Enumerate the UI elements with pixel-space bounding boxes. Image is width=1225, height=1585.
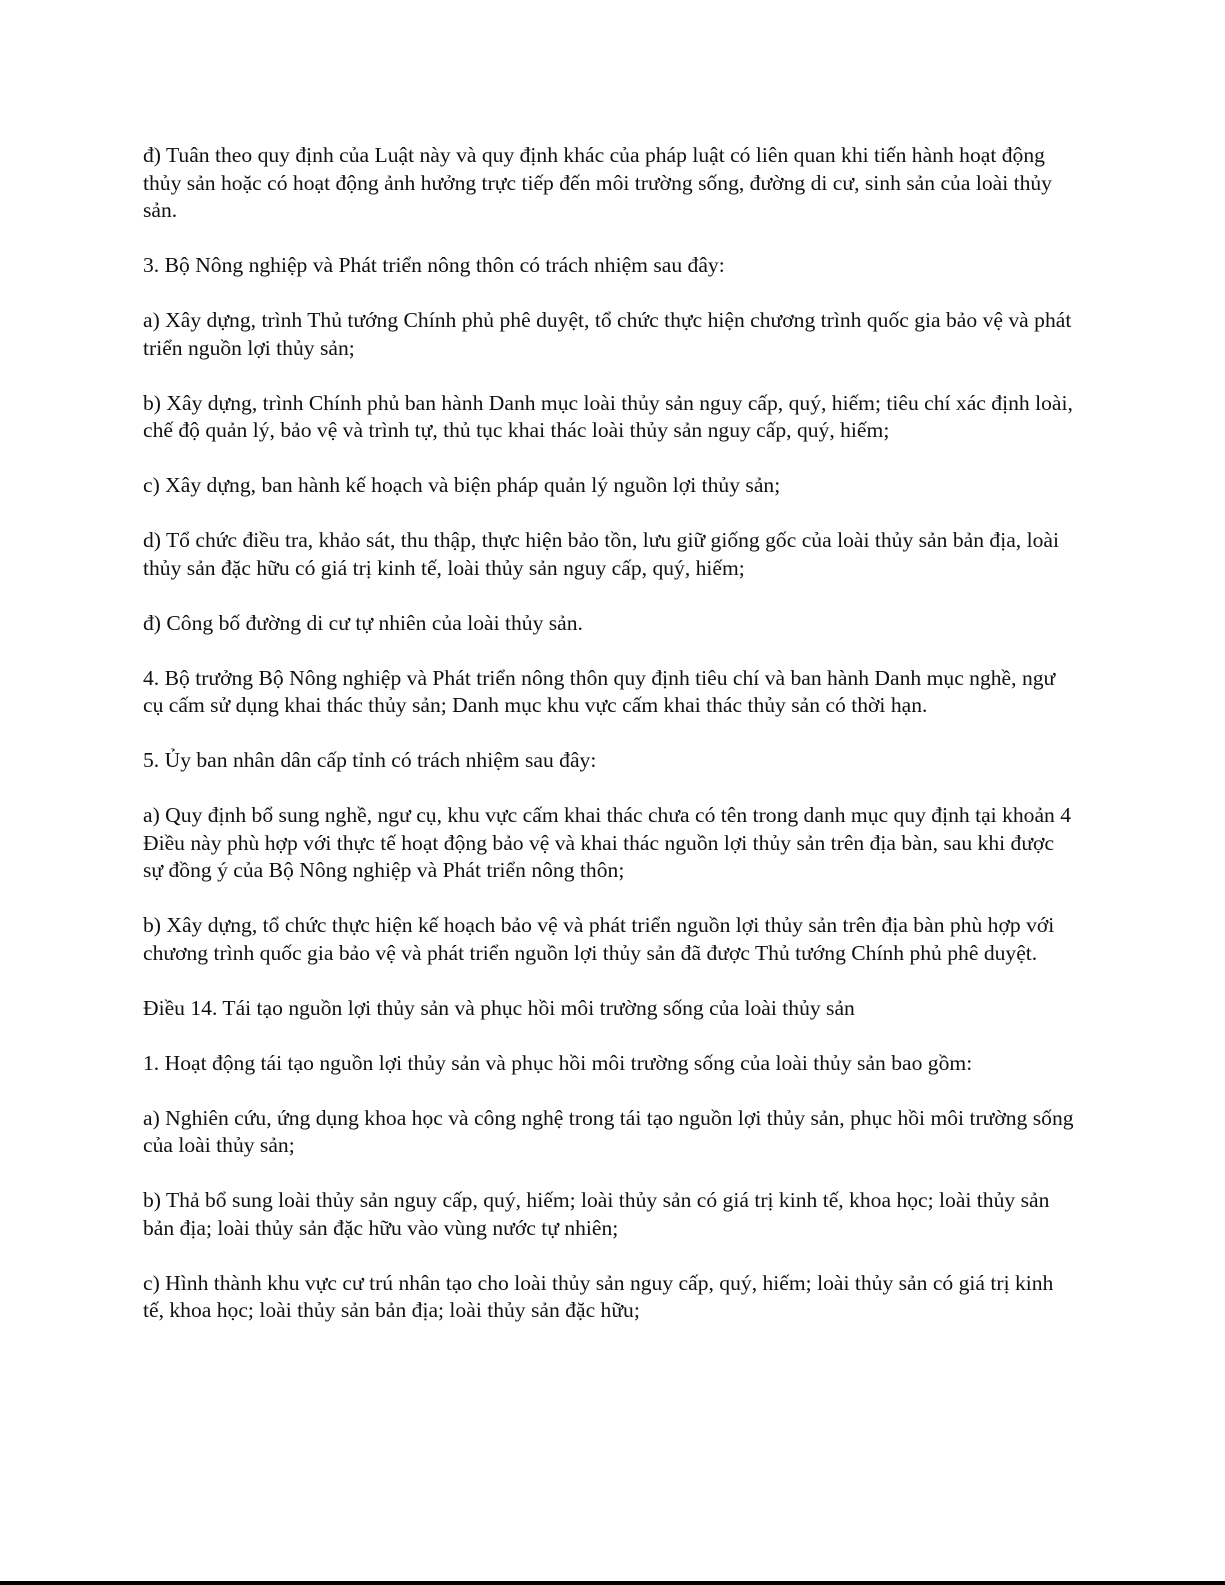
article-14-heading: Điều 14. Tái tạo nguồn lợi thủy sản và phục hồi môi trường sống của loài thủy sản <box>143 995 855 1020</box>
document-body <box>143 142 1078 1352</box>
paragraph-clause-4: 4. Bộ trưởng Bộ Nông nghiệp và Phát triển nông thôn quy định tiêu chí và ban hành Danh mục nghề, ngư cụ cấm sử dụng khai thác thủy sản; Danh mục khu vực cấm khai thác thủy sản có thời hạn. <box>143 665 1056 717</box>
paragraph-clause-3-item-dd: đ) Công bố đường di cư tự nhiên của loài thủy sản. <box>143 610 583 635</box>
paragraph-clause-3: 3. Bộ Nông nghiệp và Phát triển nông thôn có trách nhiệm sau đây: <box>143 253 725 277</box>
paragraph-clause-5-item-b: b) Xây dựng, tổ chức thực hiện kế hoạch bảo vệ và phát triển nguồn lợi thủy sản trên địa bàn phù hợp với chương trình quốc gia bảo vệ và phát triển nguồn lợi thủy sản đã được Thủ tướng Chính phủ phê duyệt. <box>143 913 1055 965</box>
paragraph-clause-3-item-b: b) Xây dựng, trình Chính phủ ban hành Danh mục loài thủy sản nguy cấp, quý, hiếm; tiêu chí xác định loài, chế độ quản lý, bảo vệ và trình tự, thủ tục khai thác loài thủy sản nguy cấp, quý, hiếm; <box>143 390 1073 442</box>
paragraph-clause-5-item-a: a) Quy định bổ sung nghề, ngư cụ, khu vực cấm khai thác chưa có tên trong danh mục quy định tại khoản 4 Điều này phù hợp với thực tế hoạt động bảo vệ và khai thác nguồn lợi thủy sản trên địa bàn, sau khi được sự đồng ý của Bộ Nông nghiệp và Phát triển nông thôn; <box>143 803 1072 882</box>
paragraph-article-14-item-a: a) Nghiên cứu, ứng dụng khoa học và công nghệ trong tái tạo nguồn lợi thủy sản, phục hồi môi trường sống của loài thủy sản; <box>143 1105 1074 1157</box>
paragraph-article-14-item-b: b) Thả bổ sung loài thủy sản nguy cấp, quý, hiếm; loài thủy sản có giá trị kinh tế, khoa học; loài thủy sản bản địa; loài thủy sản đặc hữu vào vùng nước tự nhiên; <box>143 1188 1050 1240</box>
paragraph-clause-3-item-c: c) Xây dựng, ban hành kế hoạch và biện pháp quản lý nguồn lợi thủy sản; <box>143 473 781 497</box>
paragraph-clause-3-item-d: d) Tổ chức điều tra, khảo sát, thu thập, thực hiện bảo tồn, lưu giữ giống gốc của loài thủy sản bản địa, loài thủy sản đặc hữu có giá trị kinh tế, loài thủy sản nguy cấp, quý, hiếm; <box>143 528 1059 580</box>
page-bottom-border <box>0 1581 1225 1585</box>
paragraph-article-13-clause-2-item-dd: đ) Tuân theo quy định của Luật này và quy định khác của pháp luật có liên quan khi tiến hành hoạt động thủy sản hoặc có hoạt động ảnh hưởng trực tiếp đến môi trường sống, đường di cư, sinh sản của loài thủy sản. <box>143 143 1052 222</box>
paragraph-clause-3-item-a: a) Xây dựng, trình Thủ tướng Chính phủ phê duyệt, tổ chức thực hiện chương trình quốc gia bảo vệ và phát triển nguồn lợi thủy sản; <box>143 308 1072 360</box>
paragraph-clause-5: 5. Ủy ban nhân dân cấp tỉnh có trách nhiệm sau đây: <box>143 748 597 772</box>
paragraph-article-14-clause-1: 1. Hoạt động tái tạo nguồn lợi thủy sản và phục hồi môi trường sống của loài thủy sản bao gồm: <box>143 1050 973 1075</box>
paragraph-article-14-item-c: c) Hình thành khu vực cư trú nhân tạo cho loài thủy sản nguy cấp, quý, hiếm; loài thủy sản có giá trị kinh tế, khoa học; loài thủy sản bản địa; loài thủy sản đặc hữu; <box>143 1270 1054 1322</box>
